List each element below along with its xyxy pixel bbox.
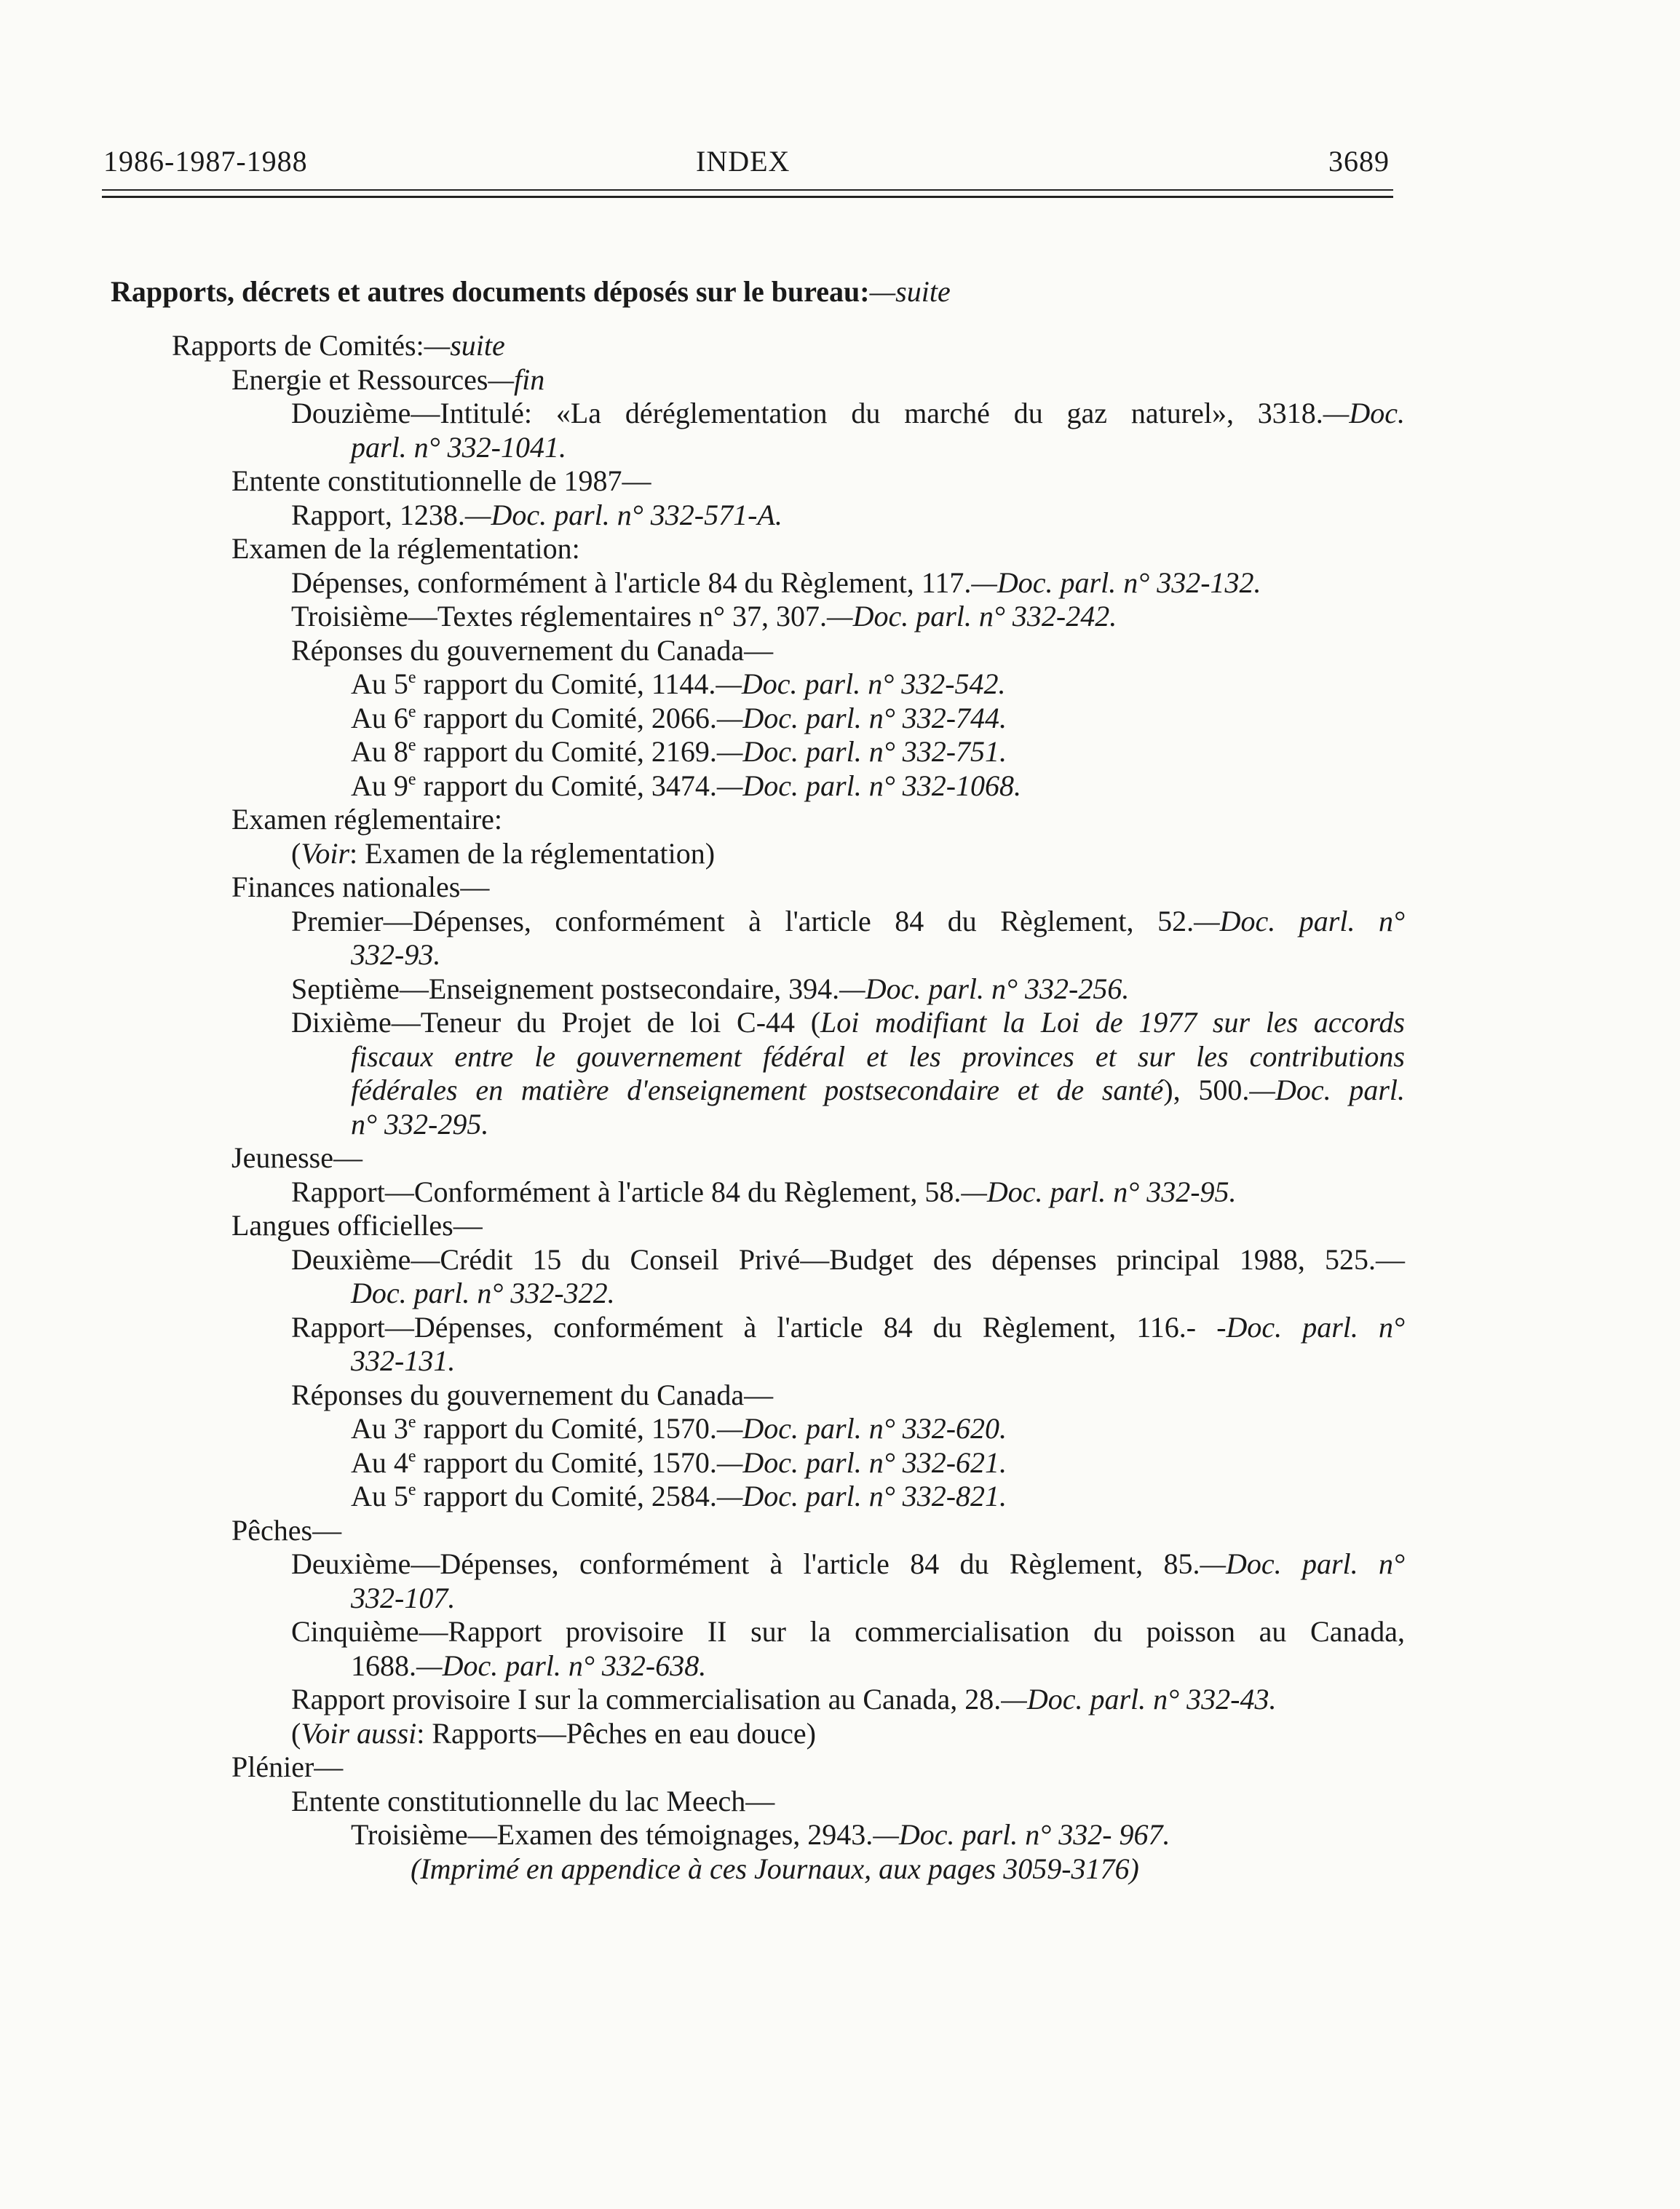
page-number: 3689 bbox=[1328, 145, 1390, 178]
entry-text: —Doc. parl. n° 332-242. bbox=[827, 600, 1117, 632]
entry-text: Au 9 bbox=[351, 769, 408, 802]
entry-text: rapport du Comité, 1570. bbox=[416, 1412, 717, 1445]
entry-text: Troisième—Textes réglementaires n° 37, 307. bbox=[291, 600, 828, 632]
entry-text: —Doc. parl. n° 332-132. bbox=[971, 566, 1261, 599]
entry-text: —Doc. parl. n° 332-571-A. bbox=[464, 499, 782, 531]
entry-text: Réponses du gouvernement du Canada— bbox=[291, 634, 774, 667]
entry-text: Energie et Ressources bbox=[231, 363, 488, 396]
entry-text: —Doc. parl. bbox=[1249, 1074, 1406, 1106]
section-heading bbox=[111, 275, 951, 309]
index-entry-ec1 bbox=[291, 499, 782, 532]
entry-text: Dixième—Teneur du Projet de loi C-44 ( bbox=[291, 1006, 821, 1039]
entry-text: Finances nationales— bbox=[231, 870, 490, 903]
entry-text: Loi modifiant la Loi de 1977 sur les accords bbox=[820, 1006, 1405, 1039]
entry-text: e bbox=[408, 668, 416, 687]
entry-text: rapport du Comité, 3474. bbox=[416, 769, 717, 802]
index-entry-exr bbox=[231, 532, 580, 566]
entry-text: parl. n° 332-1041. bbox=[351, 431, 566, 464]
entry-text: rapport du Comité, 2169. bbox=[416, 735, 717, 768]
index-entry-fn1 bbox=[291, 905, 1405, 938]
entry-text: Au 4 bbox=[351, 1446, 408, 1479]
index-entry-er1 bbox=[291, 397, 1405, 430]
index-entry-lo3c bbox=[351, 1480, 1007, 1513]
index-entry-rc bbox=[172, 329, 505, 362]
index-entry-exr3d bbox=[351, 769, 1021, 803]
entry-text: —Doc. parl. n° 332-256. bbox=[839, 972, 1130, 1005]
entry-text: Deuxième—Crédit 15 du Conseil Privé—Budget des dépenses principal 1988, 525.— bbox=[291, 1243, 1405, 1276]
header-years: 1986-1987-1988 bbox=[103, 145, 308, 178]
index-entry-pl1 bbox=[291, 1785, 774, 1818]
entry-text: 332-131. bbox=[351, 1344, 456, 1377]
entry-text: Troisième—Examen des témoignages, 2943. bbox=[351, 1818, 873, 1851]
entry-text: rapport du Comité, 2066. bbox=[416, 702, 717, 734]
entry-text: —Doc. parl. n° 332-620. bbox=[716, 1412, 1007, 1445]
entry-text: e bbox=[408, 1480, 416, 1499]
entry-text: —Doc. parl. n° 332-621. bbox=[716, 1446, 1007, 1479]
entry-text: —Doc. parl. n° 332-744. bbox=[716, 702, 1007, 734]
entry-text: 332-93. bbox=[351, 938, 441, 971]
index-entry-fn3 bbox=[291, 1006, 1405, 1039]
index-entry-fn3b bbox=[351, 1040, 1405, 1074]
index-entry-pe2b bbox=[351, 1649, 706, 1683]
entry-text: Deuxième—Dépenses, conformément à l'article 84 du Règlement, 85. bbox=[291, 1547, 1200, 1580]
index-entry-je1 bbox=[291, 1175, 1237, 1209]
index-entry-lo2 bbox=[291, 1311, 1405, 1344]
entry-text: fiscaux entre le gouvernement fédéral et les provinces et sur les contributions bbox=[351, 1040, 1405, 1073]
entry-text: : Rapports—Pêches en eau douce) bbox=[416, 1717, 816, 1750]
index-entry-er bbox=[231, 363, 544, 397]
entry-text: 1688. bbox=[351, 1649, 416, 1682]
entry-text: —Doc. parl. n° 332- 967. bbox=[873, 1818, 1170, 1851]
index-entry-pl3 bbox=[411, 1852, 1139, 1886]
entry-text: rapport du Comité, 1570. bbox=[416, 1446, 717, 1479]
entry-text: Dépenses, conformément à l'article 84 du Règlement, 117. bbox=[291, 566, 972, 599]
entry-text: Réponses du gouvernement du Canada— bbox=[291, 1379, 774, 1411]
entry-text: -Doc. parl. n° bbox=[1216, 1311, 1405, 1344]
entry-text: Rapport—Dépenses, conformément à l'article 84 du Règlement, 116.- bbox=[291, 1311, 1217, 1344]
entry-text: Doc. parl. n° 332-322. bbox=[351, 1277, 615, 1309]
index-entry-pe bbox=[231, 1514, 341, 1547]
entry-text: Rapport, 1238. bbox=[291, 499, 465, 531]
index-entry-ec bbox=[231, 464, 651, 498]
entry-text: —fin bbox=[488, 363, 545, 396]
entry-text: e bbox=[408, 736, 416, 755]
entry-text: Cinquième—Rapport provisoire II sur la commercialisation du poisson au Canada, bbox=[291, 1615, 1405, 1648]
header-rule bbox=[102, 189, 1393, 191]
entry-text: —Doc. parl. n° 332-751. bbox=[716, 735, 1007, 768]
index-entry-fn3d bbox=[351, 1108, 488, 1141]
entry-text: : Examen de la réglementation) bbox=[349, 837, 716, 870]
entry-text: Rapports de Comités: bbox=[172, 329, 424, 362]
entry-text: Pêches— bbox=[231, 1514, 342, 1547]
entry-text: 332-107. bbox=[351, 1582, 456, 1614]
entry-text: Au 5 bbox=[351, 1480, 408, 1512]
entry-text: rapport du Comité, 1144. bbox=[416, 667, 716, 700]
entry-text: Langues officielles— bbox=[231, 1209, 483, 1242]
index-entry-exr2 bbox=[291, 600, 1117, 633]
index-entry-pe1b bbox=[351, 1582, 455, 1615]
index-entry-pe4 bbox=[291, 1717, 816, 1750]
index-entry-lo2b bbox=[351, 1344, 455, 1378]
entry-text: Rapport—Conformément à l'article 84 du Règlement, 58. bbox=[291, 1175, 962, 1208]
index-entry-er1b bbox=[351, 431, 566, 464]
entry-text: Jeunesse— bbox=[231, 1141, 362, 1174]
entry-text: Septième—Enseignement postsecondaire, 394. bbox=[291, 972, 840, 1005]
entry-text: Au 3 bbox=[351, 1412, 408, 1445]
index-entry-exr3b bbox=[351, 702, 1007, 735]
entry-text: —suite bbox=[424, 329, 505, 362]
entry-text: —Doc. parl. n° 332-821. bbox=[716, 1480, 1007, 1512]
entry-text: —Doc. parl. n° bbox=[1194, 905, 1406, 937]
entry-text: e bbox=[408, 770, 416, 789]
index-entry-lo3b bbox=[351, 1446, 1007, 1480]
entry-text: Au 5 bbox=[351, 667, 408, 700]
entry-text: e bbox=[408, 1413, 416, 1432]
entry-text: e bbox=[408, 1447, 416, 1466]
entry-text: Plénier— bbox=[231, 1750, 344, 1783]
index-entry-fn3c bbox=[351, 1074, 1405, 1107]
index-entry-exr3 bbox=[291, 634, 773, 667]
entry-text: e bbox=[408, 702, 416, 721]
index-entry-fn1b bbox=[351, 938, 440, 972]
index-entry-exr1 bbox=[291, 566, 1261, 600]
entry-text: —Doc. parl. n° 332-95. bbox=[961, 1175, 1237, 1208]
index-entry-pe2 bbox=[291, 1615, 1405, 1649]
index-entry-je bbox=[231, 1141, 362, 1175]
entry-text: ( bbox=[291, 1717, 301, 1750]
index-entry-exrg bbox=[231, 803, 502, 836]
entry-text: (Imprimé en appendice à ces Journaux, aux pages 3059-3176) bbox=[411, 1852, 1139, 1885]
index-entry-lo3a bbox=[351, 1412, 1007, 1445]
entry-text: Au 8 bbox=[351, 735, 408, 768]
index-entry-pe3 bbox=[291, 1683, 1276, 1716]
entry-text: Rapport provisoire I sur la commercialisation au Canada, 28. bbox=[291, 1683, 1002, 1716]
index-entry-exrg1 bbox=[291, 837, 715, 870]
entry-text: Entente constitutionnelle de 1987— bbox=[231, 464, 651, 497]
entry-text: n° 332-295. bbox=[351, 1108, 489, 1141]
entry-text: —Doc. parl. n° 332-1068. bbox=[716, 769, 1022, 802]
entry-text: fédérales en matière d'enseignement postsecondaire et de santé bbox=[351, 1074, 1164, 1106]
entry-text: ( bbox=[291, 837, 301, 870]
entry-text: Entente constitutionnelle du lac Meech— bbox=[291, 1785, 775, 1817]
index-entry-pe1 bbox=[291, 1547, 1405, 1581]
entry-text: —Doc. bbox=[1323, 397, 1405, 429]
index-entry-pl2 bbox=[351, 1818, 1170, 1852]
index-entry-pl bbox=[231, 1750, 343, 1784]
entry-text: Examen réglementaire: bbox=[231, 803, 503, 836]
entry-text: Premier—Dépenses, conformément à l'article 84 du Règlement, 52. bbox=[291, 905, 1194, 937]
header-title: INDEX bbox=[696, 145, 791, 178]
entry-text: Examen de la réglementation: bbox=[231, 532, 580, 565]
section-heading-text: Rapports, décrets et autres documents déposés sur le bureau: bbox=[111, 275, 870, 308]
entry-text: ), 500. bbox=[1163, 1074, 1250, 1106]
index-entry-fn2 bbox=[291, 972, 1129, 1006]
entry-text: Voir aussi bbox=[301, 1717, 417, 1750]
section-heading-suffix: —suite bbox=[869, 275, 951, 308]
index-entry-fn bbox=[231, 870, 489, 904]
entry-text: Voir bbox=[301, 837, 350, 870]
entry-text: —Doc. parl. n° bbox=[1200, 1547, 1405, 1580]
index-entry-exr3c bbox=[351, 735, 1007, 769]
index-entry-exr3a bbox=[351, 667, 1006, 701]
entry-text: —Doc. parl. n° 332-542. bbox=[716, 667, 1006, 700]
index-entry-lo bbox=[231, 1209, 483, 1242]
index-entry-lo1 bbox=[291, 1243, 1405, 1277]
header-rule-double bbox=[102, 196, 1393, 198]
entry-text: Au 6 bbox=[351, 702, 408, 734]
index-entry-lo1b bbox=[351, 1277, 615, 1310]
entry-text: —Doc. parl. n° 332-43. bbox=[1001, 1683, 1277, 1716]
index-entry-lo3 bbox=[291, 1379, 773, 1412]
entry-text: Douzième—Intitulé: «La déréglementation du marché du gaz naturel», 3318. bbox=[291, 397, 1323, 429]
entry-text: rapport du Comité, 2584. bbox=[416, 1480, 717, 1512]
entry-text: —Doc. parl. n° 332-638. bbox=[416, 1649, 707, 1682]
